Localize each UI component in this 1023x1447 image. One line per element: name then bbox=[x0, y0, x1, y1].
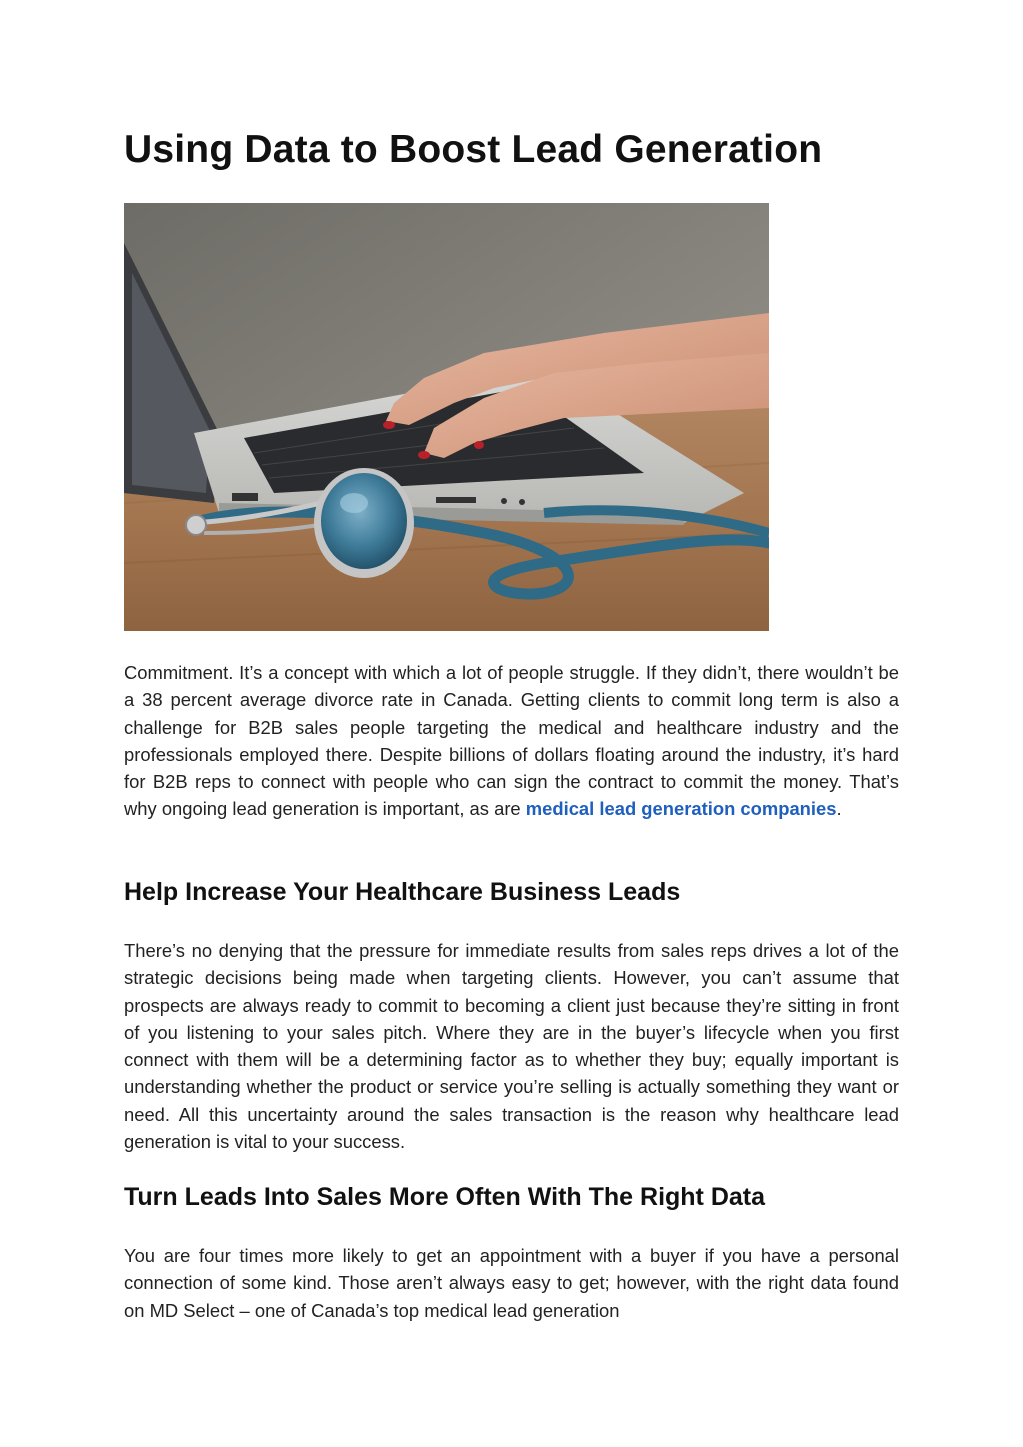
medical-lead-generation-link[interactable]: medical lead generation companies bbox=[525, 798, 837, 820]
intro-text-end: . bbox=[836, 798, 842, 820]
hero-image bbox=[124, 203, 769, 631]
intro-paragraph bbox=[124, 659, 899, 823]
section-paragraph-right-data: You are four times more likely to get an appointment with a buyer if you have a personal connection of some kind. Those aren’t always easy to get; however, with the right data found on MD Select – one of Canada’s top medical lead generation bbox=[124, 1245, 899, 1321]
laptop-stethoscope-photo-icon bbox=[124, 203, 769, 631]
section-paragraph-healthcare-leads: There’s no denying that the pressure for immediate results from sales reps drives a lot of the strategic decisions being made when targeting clients. However, you can’t assume that prospects are always ready to commit to becoming a client just because they’re sitting in front of you listening to your sales pitch. Where they are in the buyer’s lifecycle when you first connect with them will be a determining factor as to whether they buy; equally important is understanding whether the product or service you’re selling is actually something they want or need. All this uncertainty around the sales transaction is the reason why healthcare lead generation is vital to your success. bbox=[124, 940, 899, 1153]
section-heading-right-data: Turn Leads Into Sales More Often With The Right Data bbox=[124, 1183, 766, 1211]
page-title: Using Data to Boost Lead Generation bbox=[124, 128, 823, 171]
section-heading-healthcare-leads: Help Increase Your Healthcare Business Leads bbox=[124, 878, 681, 906]
intro-text: Commitment. It’s a concept with which a lot of people struggle. If they didn’t, there wouldn’t be a 38 percent average divorce rate in Canada. Getting clients to commit long term is also a challenge for B2B sales people targeting the medical and healthcare industry and the professionals employed there. Despite billions of dollars floating around the industry, it’s hard for B2B reps to connect with people who can sign the contract to commit the money. That’s why ongoing lead generation is important, as are bbox=[124, 662, 899, 820]
